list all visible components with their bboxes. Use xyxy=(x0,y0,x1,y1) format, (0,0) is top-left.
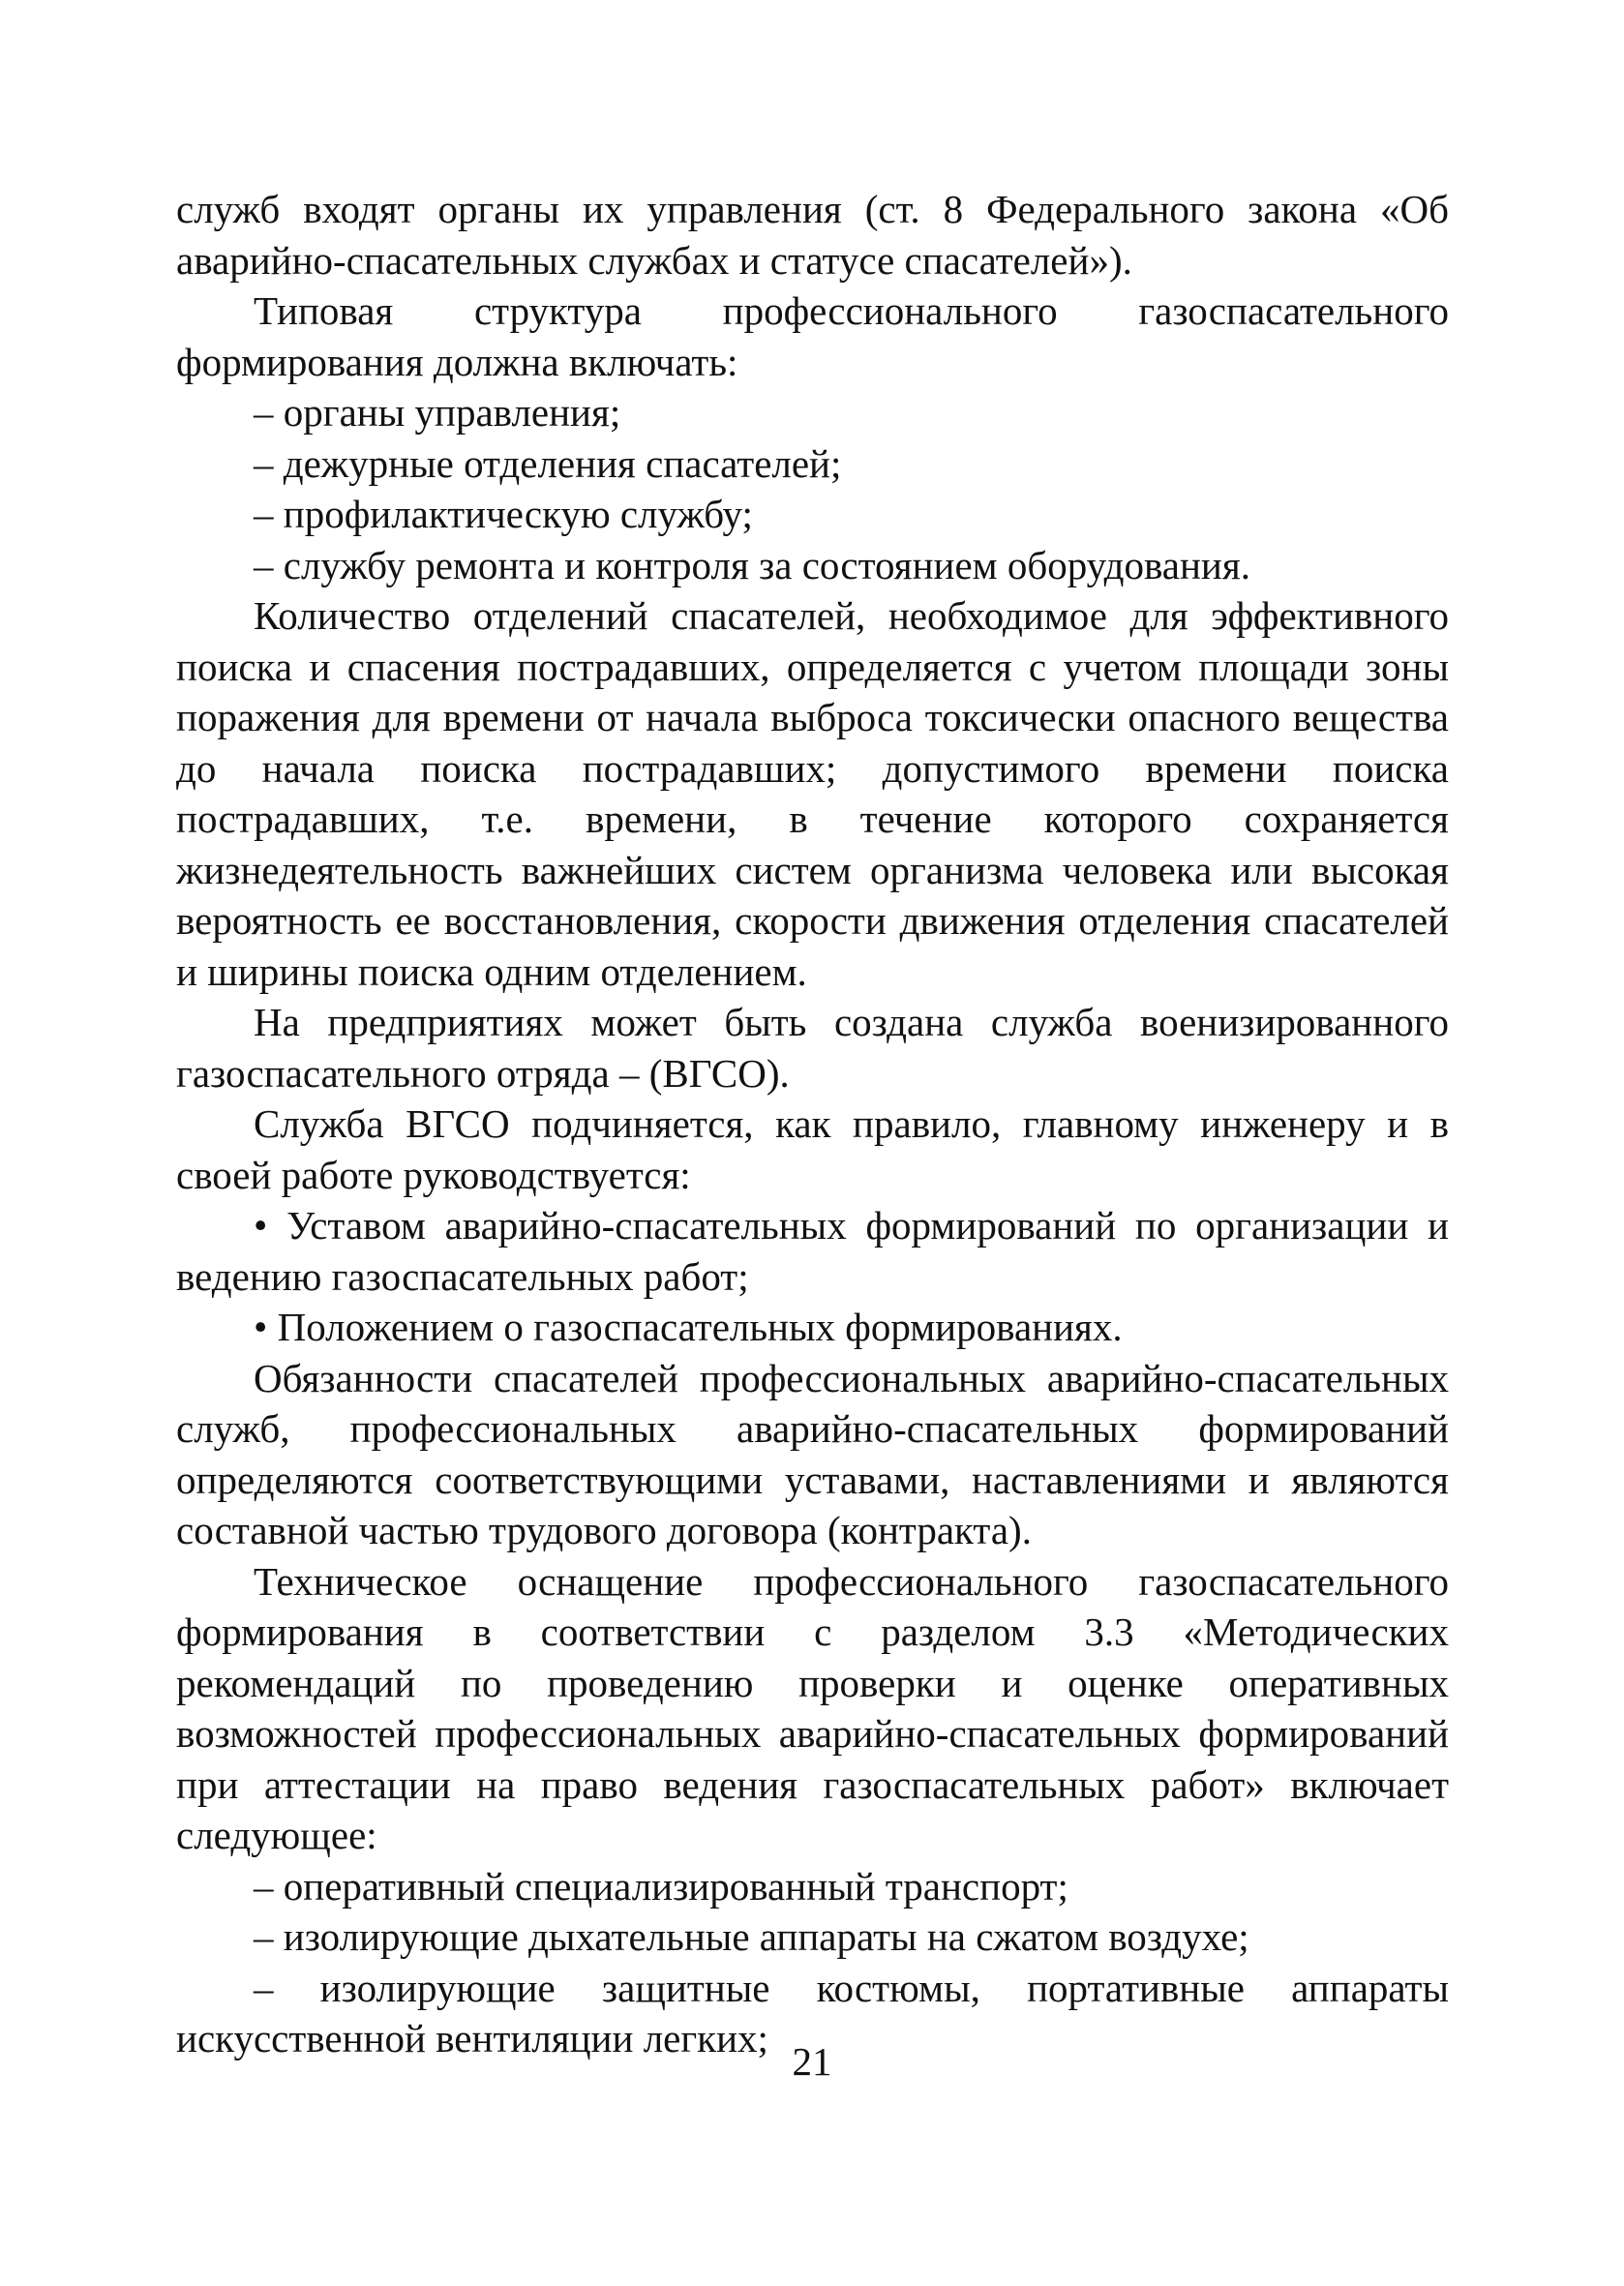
list-item: – службу ремонта и контроля за состоянием оборудования. xyxy=(254,542,1250,587)
list-item: – оперативный специализированный транспорт; xyxy=(254,1863,1068,1909)
list-item: – изолирующие дыхательные аппараты на сжатом воздухе; xyxy=(254,1914,1249,1959)
paragraph-structure-intro: Типовая структура профессионального газоспасательного формирования должна включать: xyxy=(176,288,1449,384)
paragraph-vgso: На предприятиях может быть создана служба военизированного газоспасательного отряда – (ВГСО). xyxy=(176,1000,1449,1096)
page-body xyxy=(176,184,1449,2064)
list-item: – профилактическую службу; xyxy=(254,492,753,536)
list-item: – изолирующие защитные костюмы, портативные аппараты искусственной вентиляции легких; xyxy=(176,1965,1449,2060)
page-number: 21 xyxy=(792,2039,832,2084)
paragraph-duties: Обязанности спасателей профессиональных аварийно-спасательных служб, профессиональных аварийно-спасательных формирований определяются соответствующими уставами, наставлениями и являются составной частью трудового договора (контракта). xyxy=(176,1355,1449,1552)
paragraph-rescue-units: Количество отделений спасателей, необходимое для эффективного поиска и спасения пострадавших, определяется с учетом площади зоны поражения для времени от начала выброса токсически опасного вещества до начала поиска пострадавших; допустимого времени поиска пострадавших, т.е. времени, в течение которого сохраняется жизнедеятельность важнейших систем организма человека или высокая вероятность ее восстановления, скорости движения отделения спасателей и ширины поиска одним отделением. xyxy=(176,593,1449,994)
list-item: – органы управления; xyxy=(254,390,621,435)
list-item: – дежурные отделения спасателей; xyxy=(254,440,842,486)
paragraph-equipment: Техническое оснащение профессионального газоспасательного формирования в соответствии с разделом 3.3 «Методических рекомендаций по проведению проверки и оценке оперативных возможностей профессиональных аварийно-спасательных формирований при аттестации на право ведения газоспасательных работ» включает следующее: xyxy=(176,1558,1449,1857)
paragraph-continuation: служб входят органы их управления (ст. 8 Федерального закона «Об аварийно-спасательных службах и статусе спасателей»). xyxy=(176,187,1449,283)
paragraph-vgso-subordination: Служба ВГСО подчиняется, как правило, главному инженеру и в своей работе руководствуется: xyxy=(176,1101,1449,1197)
bullet-item: • Уставом аварийно-спасательных формирований по организации и ведению газоспасательных работ; xyxy=(176,1203,1449,1299)
bullet-item: • Положением о газоспасательных формированиях. xyxy=(254,1305,1123,1349)
